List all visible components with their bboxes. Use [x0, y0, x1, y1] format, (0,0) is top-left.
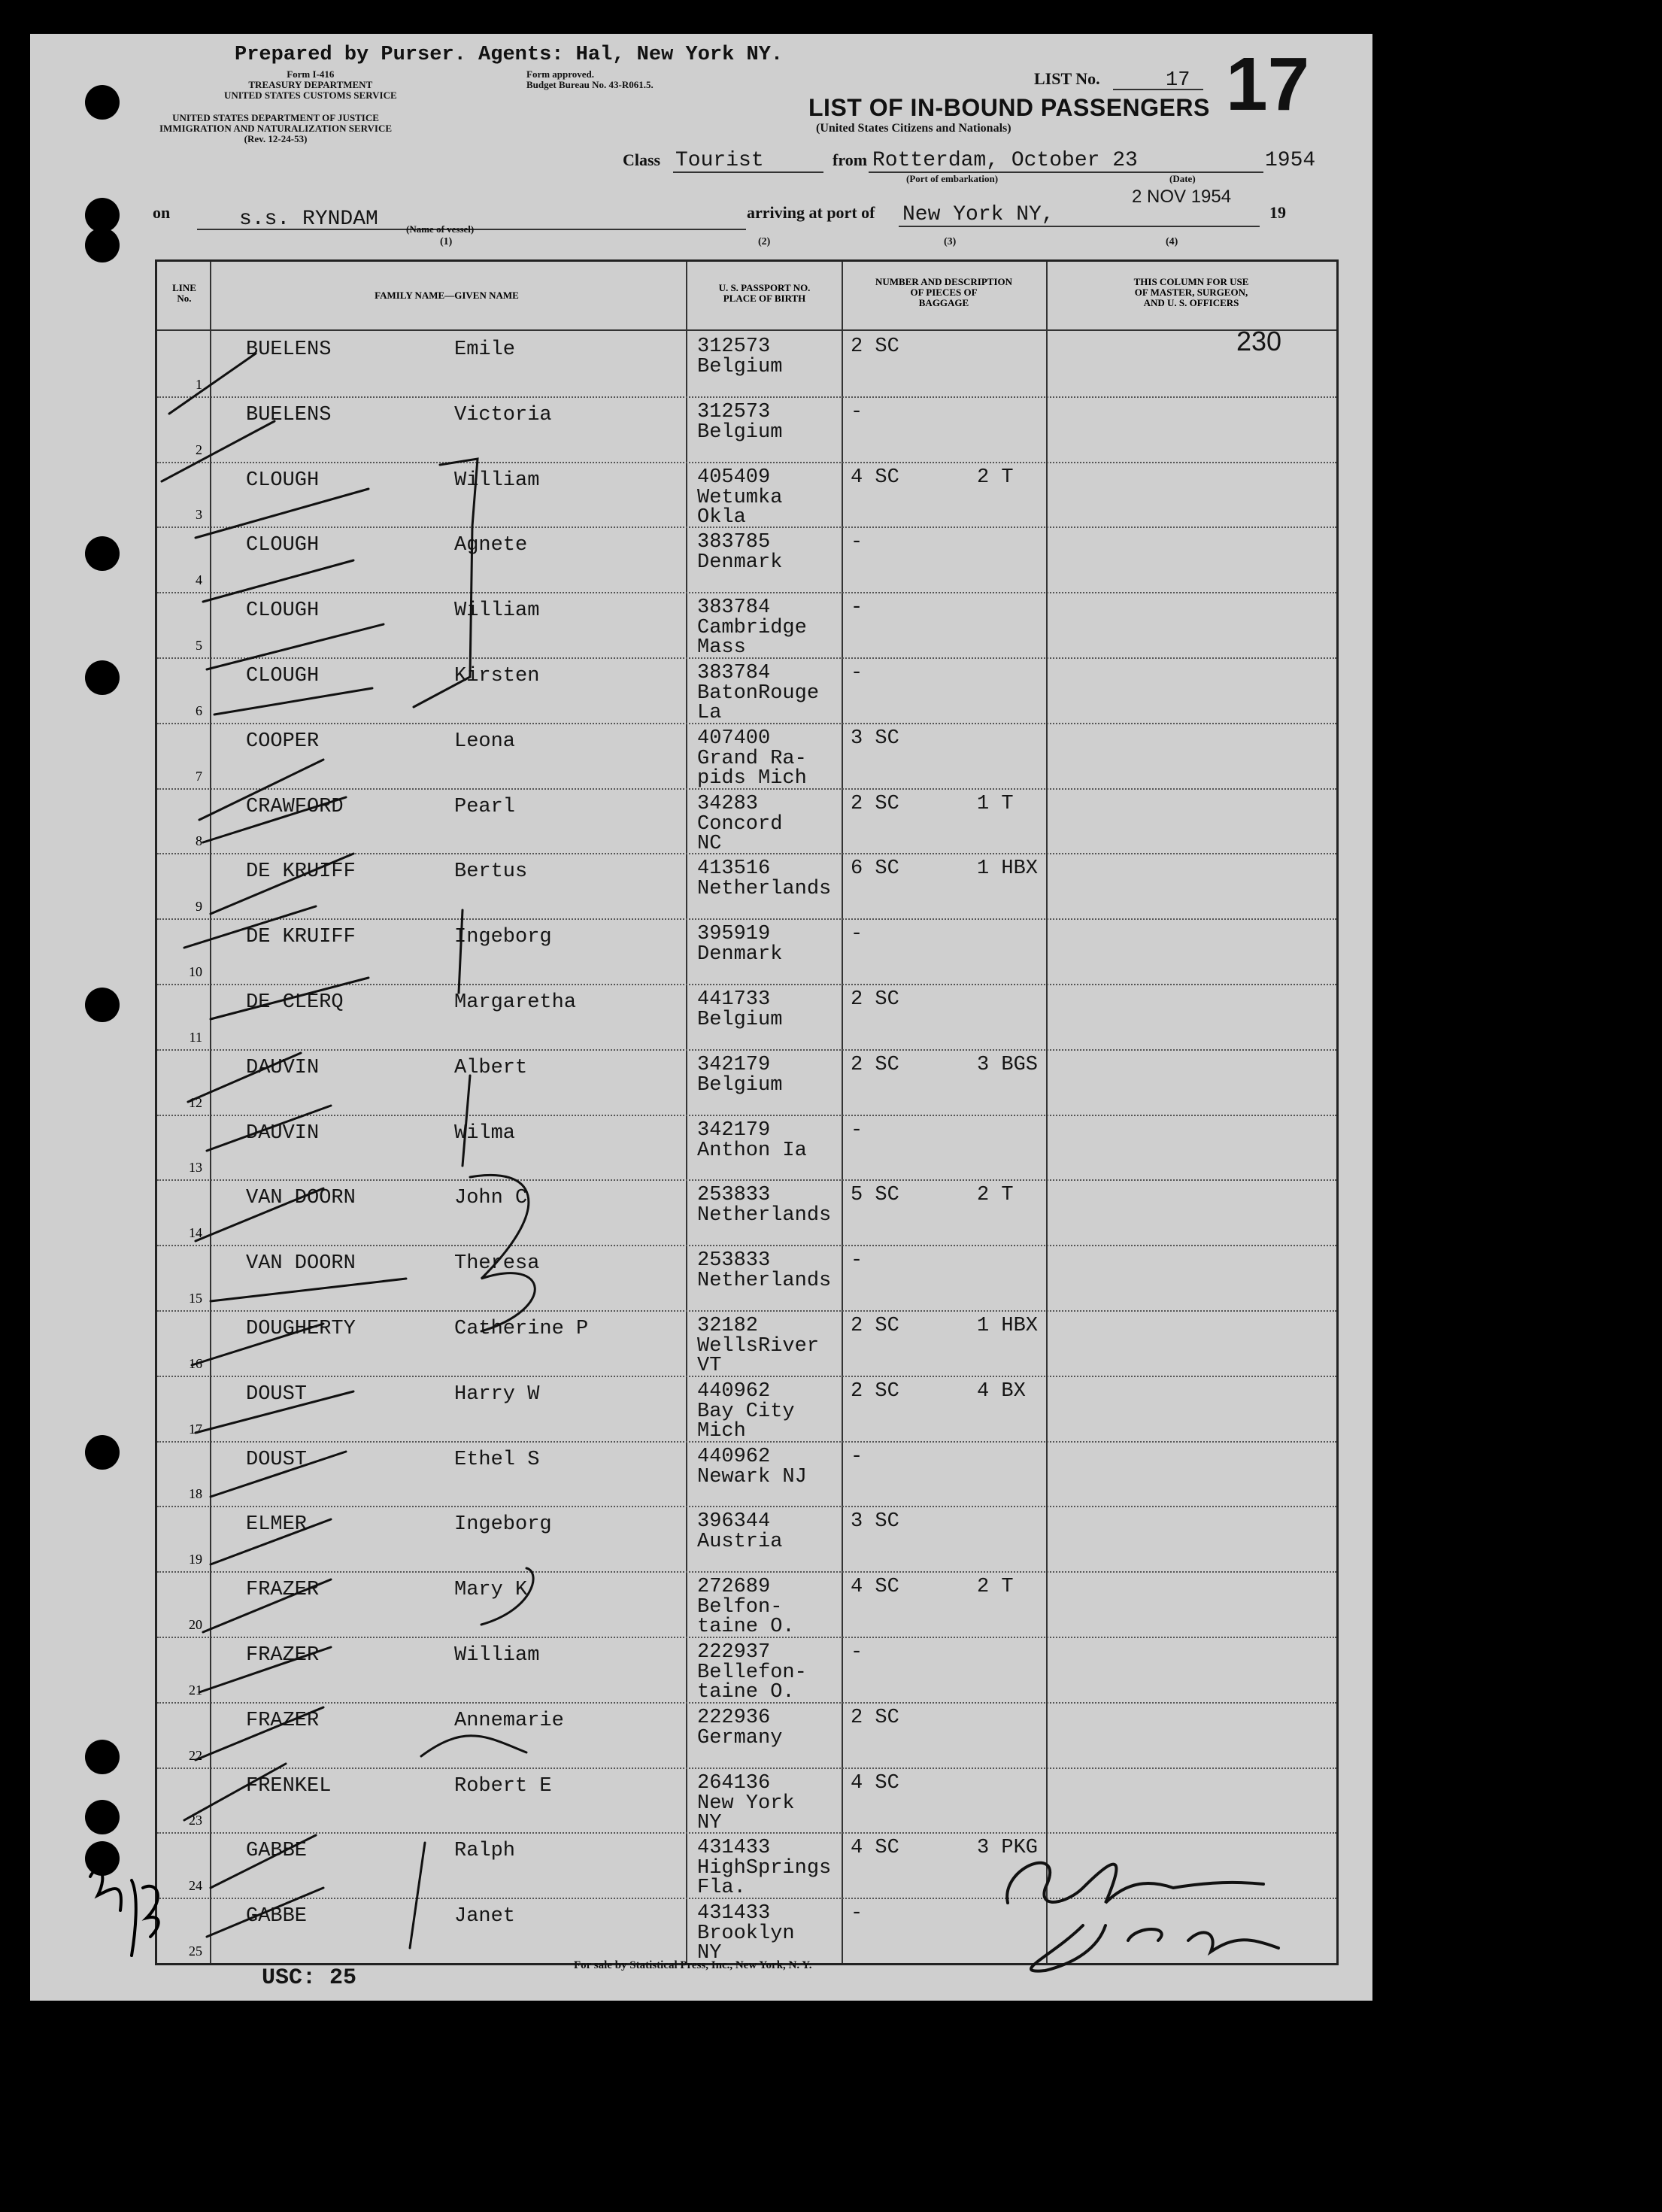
family-name: BUELENS: [246, 338, 332, 361]
baggage-primary: -: [851, 596, 863, 620]
passport-number: 431433: [697, 1902, 771, 1925]
family-name: CLOUGH: [246, 665, 320, 687]
punch-hole: [85, 660, 120, 695]
line-number: 20: [189, 1617, 202, 1632]
row-divider: [157, 1441, 1336, 1443]
col-num-4: (4): [1166, 236, 1178, 247]
line-number: 8: [196, 833, 202, 849]
vessel-name: s.s. RYNDAM: [239, 208, 378, 231]
line-number: 24: [189, 1878, 202, 1894]
baggage-primary: 2 SC: [851, 1379, 899, 1403]
baggage-primary: 2 SC: [851, 335, 899, 358]
family-name: CRAWFORD: [246, 795, 344, 818]
family-name: ELMER: [246, 1513, 308, 1537]
row-divider: [157, 592, 1336, 593]
row-divider: [157, 1245, 1336, 1246]
line-number: 14: [189, 1225, 202, 1241]
baggage-primary: -: [851, 400, 863, 423]
line-number: 16: [189, 1355, 202, 1371]
given-name: William: [454, 469, 540, 492]
passport-number: 440962: [697, 1445, 771, 1468]
baggage-primary: 2 SC: [851, 1706, 899, 1729]
dept-justice: UNITED STATES DEPARTMENT OF JUSTICE IMMIGRATION AND NATURALIZATION SERVICE (Rev. 12-24-53): [159, 112, 393, 144]
family-name: CLOUGH: [246, 599, 320, 623]
col-num-2: (2): [758, 236, 771, 247]
family-name: VAN DOORN: [246, 1187, 356, 1210]
col-divider: [210, 262, 211, 1963]
given-name: Janet: [454, 1905, 516, 1928]
place-of-birth: Denmark: [697, 551, 783, 575]
officer-note: 230: [1236, 326, 1282, 357]
given-name: Robert E: [454, 1774, 552, 1798]
baggage-secondary: 4 BX: [977, 1379, 1026, 1403]
punch-hole: [85, 536, 120, 571]
row-divider: [157, 1898, 1336, 1899]
vessel-caption: (Name of vessel): [406, 223, 475, 235]
baggage-primary: 4 SC: [851, 1771, 899, 1795]
passport-number: 395919: [697, 923, 771, 946]
family-name: FRENKEL: [246, 1774, 332, 1798]
given-name: Ingeborg: [454, 1513, 552, 1537]
baggage-primary: 2 SC: [851, 792, 899, 815]
baggage-primary: -: [851, 1249, 863, 1273]
punch-hole: [85, 1841, 120, 1876]
row-divider: [157, 1376, 1336, 1377]
given-name: Ingeborg: [454, 926, 552, 949]
baggage-primary: 4 SC: [851, 1576, 899, 1599]
place-of-birth: Germany: [697, 1726, 783, 1749]
passport-number: 383785: [697, 531, 771, 554]
row-divider: [157, 462, 1336, 463]
line-number: 6: [196, 702, 202, 718]
passport-number: 222937: [697, 1641, 771, 1664]
punch-hole: [85, 1740, 120, 1774]
row-divider: [157, 1637, 1336, 1638]
given-name: Leona: [454, 730, 516, 753]
place-of-birth: Concord NC: [697, 812, 783, 855]
given-name: Harry W: [454, 1382, 540, 1406]
place-of-birth: Grand Ra- pids Mich: [697, 747, 807, 790]
given-name: Emile: [454, 338, 516, 361]
place-of-birth: Newark NJ: [697, 1465, 807, 1488]
place-of-birth: Bellefon- taine O.: [697, 1661, 807, 1704]
header-line-no: LINE No.: [172, 282, 196, 304]
given-name: John C: [454, 1187, 528, 1210]
passport-number: 441733: [697, 988, 771, 1011]
col-num-3: (3): [944, 236, 957, 247]
family-name: FRAZER: [246, 1644, 320, 1667]
line-number: 19: [189, 1552, 202, 1567]
header-officers: THIS COLUMN FOR USE OF MASTER, SURGEON, AND U. S. OFFICERS: [1133, 276, 1249, 308]
row-divider: [157, 1179, 1336, 1181]
given-name: Bertus: [454, 860, 528, 884]
usc-count: USC: 25: [262, 1965, 357, 1991]
line-number: 18: [189, 1486, 202, 1502]
baggage-primary: -: [851, 1641, 863, 1664]
line-number: 15: [189, 1291, 202, 1306]
given-name: William: [454, 599, 540, 623]
passport-number: 312573: [697, 335, 771, 358]
family-name: CLOUGH: [246, 534, 320, 557]
given-name: Catherine P: [454, 1318, 589, 1340]
line-number: 13: [189, 1160, 202, 1176]
year-value: 1954: [1265, 149, 1316, 172]
row-divider: [157, 1832, 1336, 1834]
given-name: William: [454, 1644, 540, 1667]
line-number: 21: [189, 1682, 202, 1698]
row-divider: [157, 526, 1336, 528]
line-number: 1: [196, 376, 202, 392]
baggage-primary: 3 SC: [851, 727, 899, 750]
family-name: FRAZER: [246, 1579, 320, 1602]
given-name: Ethel S: [454, 1448, 540, 1471]
passport-number: 342179: [697, 1053, 771, 1076]
row-divider: [157, 1767, 1336, 1769]
row-divider: [157, 1115, 1336, 1116]
passenger-table: [155, 259, 1339, 1965]
passport-number: 272689: [697, 1576, 771, 1599]
place-of-birth: WellsRiver VT: [697, 1335, 820, 1377]
row-divider: [157, 396, 1336, 398]
line-number: 25: [189, 1943, 202, 1959]
baggage-secondary: 2 T: [977, 1576, 1014, 1599]
port-embark-caption: (Port of embarkation): [906, 173, 999, 184]
row-divider: [157, 853, 1336, 854]
baggage-primary: 4 SC: [851, 1837, 899, 1860]
list-title: LIST OF IN-BOUND PASSENGERS: [808, 94, 1210, 121]
arriving-underline: [899, 226, 1260, 227]
from-label: from: [833, 150, 868, 169]
line-number: 17: [189, 1421, 202, 1437]
family-name: DOUST: [246, 1448, 308, 1471]
row-divider: [157, 788, 1336, 790]
place-of-birth: Belgium: [697, 420, 783, 444]
passport-number: 431433: [697, 1837, 771, 1860]
given-name: Ralph: [454, 1840, 516, 1863]
class-label: Class: [623, 150, 661, 169]
year-prefix: 19: [1269, 203, 1286, 222]
class-underline: [673, 171, 823, 173]
baggage-secondary: 3 PKG: [977, 1837, 1039, 1860]
from-value: Rotterdam, October 23: [872, 149, 1138, 172]
given-name: Annemarie: [454, 1709, 564, 1732]
baggage-primary: -: [851, 662, 863, 684]
punch-hole: [85, 85, 120, 120]
family-name: FRAZER: [246, 1709, 320, 1732]
passport-number: 383784: [697, 662, 771, 684]
given-name: Margaretha: [454, 991, 577, 1014]
baggage-primary: -: [851, 1445, 863, 1468]
place-of-birth: Denmark: [697, 943, 783, 966]
family-name: GABBE: [246, 1840, 308, 1863]
punch-hole: [85, 228, 120, 262]
passport-number: 413516: [697, 857, 771, 881]
family-name: DE CLERQ: [246, 991, 344, 1014]
arriving-port: New York NY,: [902, 203, 1054, 226]
col-divider: [1046, 262, 1048, 1963]
baggage-secondary: 1 T: [977, 792, 1014, 815]
given-name: Victoria: [454, 403, 552, 426]
row-divider: [157, 657, 1336, 659]
row-divider: [157, 1049, 1336, 1051]
passport-number: 222936: [697, 1706, 771, 1729]
line-number: 10: [189, 964, 202, 979]
place-of-birth: Belfon- taine O.: [697, 1596, 795, 1639]
passport-number: 264136: [697, 1771, 771, 1795]
header-name: FAMILY NAME—GIVEN NAME: [375, 290, 519, 301]
passport-number: 407400: [697, 727, 771, 750]
form-approved: Form approved. Budget Bureau No. 43-R061.5.: [526, 68, 654, 90]
passport-number: 342179: [697, 1118, 771, 1142]
on-label: on: [153, 203, 171, 222]
row-divider: [157, 723, 1336, 724]
form-info: Form I-416 TREASURY DEPARTMENT UNITED STATES CUSTOMS SERVICE: [224, 68, 397, 101]
place-of-birth: Wetumka Okla: [697, 486, 783, 529]
baggage-primary: -: [851, 1118, 863, 1142]
line-number: 5: [196, 638, 202, 653]
passport-number: 405409: [697, 466, 771, 489]
punch-hole: [85, 988, 120, 1022]
family-name: VAN DOORN: [246, 1252, 356, 1276]
col-divider: [842, 262, 843, 1963]
place-of-birth: Cambridge Mass: [697, 617, 807, 660]
date-caption: (Date): [1169, 173, 1196, 184]
line-number: 22: [189, 1747, 202, 1763]
baggage-primary: 2 SC: [851, 1053, 899, 1076]
row-divider: [157, 1702, 1336, 1704]
given-name: Wilma: [454, 1121, 516, 1145]
line-number: 2: [196, 441, 202, 457]
place-of-birth: Netherlands: [697, 878, 832, 901]
baggage-primary: 5 SC: [851, 1184, 899, 1207]
baggage-secondary: 2 T: [977, 466, 1014, 489]
line-number: 9: [196, 899, 202, 915]
punch-hole: [85, 1435, 120, 1470]
row-divider: [157, 1506, 1336, 1507]
baggage-secondary: 3 BGS: [977, 1053, 1039, 1076]
baggage-primary: -: [851, 531, 863, 554]
place-of-birth: Belgium: [697, 356, 783, 378]
arrival-date-stamp: 2 NOV 1954: [1132, 187, 1232, 207]
given-name: Mary K: [454, 1579, 528, 1602]
place-of-birth: BatonRouge La: [697, 682, 820, 724]
place-of-birth: Bay City Mich: [697, 1400, 795, 1443]
baggage-primary: 2 SC: [851, 988, 899, 1011]
passport-number: 396344: [697, 1510, 771, 1534]
baggage-primary: -: [851, 923, 863, 946]
place-of-birth: HighSprings Fla.: [697, 1857, 832, 1900]
family-name: CLOUGH: [246, 469, 320, 492]
family-name: DOUST: [246, 1382, 308, 1406]
baggage-primary: 2 SC: [851, 1315, 899, 1337]
big-list-number: 17: [1226, 42, 1310, 126]
col-divider: [686, 262, 687, 1963]
list-no-label: LIST No.: [1034, 69, 1100, 88]
baggage-secondary: 1 HBX: [977, 1315, 1039, 1337]
family-name: COOPER: [246, 730, 320, 753]
place-of-birth: Anthon Ia: [697, 1139, 807, 1162]
family-name: DAUVIN: [246, 1056, 320, 1079]
line-number: 4: [196, 572, 202, 588]
place-of-birth: Belgium: [697, 1073, 783, 1097]
baggage-primary: -: [851, 1902, 863, 1925]
family-name: DOUGHERTY: [246, 1318, 356, 1340]
baggage-secondary: 1 HBX: [977, 857, 1039, 881]
list-no-value: 17: [1166, 69, 1190, 92]
list-subtitle: (United States Citizens and Nationals): [816, 122, 1011, 135]
passport-number: 383784: [697, 596, 771, 620]
passport-number: 34283: [697, 792, 759, 815]
family-name: DE KRUIFF: [246, 926, 356, 949]
passport-number: 312573: [697, 400, 771, 423]
printer-note: For sale by Statistical Press, Inc., New York, N. Y.: [574, 1959, 812, 1971]
place-of-birth: Netherlands: [697, 1204, 832, 1227]
header-baggage: NUMBER AND DESCRIPTION OF PIECES OF BAGGAGE: [875, 276, 1013, 308]
line-number: 7: [196, 768, 202, 784]
given-name: Albert: [454, 1056, 528, 1079]
row-divider: [157, 918, 1336, 920]
family-name: GABBE: [246, 1905, 308, 1928]
row-divider: [157, 984, 1336, 985]
line-number: 12: [189, 1094, 202, 1110]
line-number: 11: [189, 1029, 202, 1045]
given-name: Theresa: [454, 1252, 540, 1276]
passport-number: 253833: [697, 1184, 771, 1207]
given-name: Pearl: [454, 795, 516, 818]
place-of-birth: New York NY: [697, 1792, 795, 1834]
baggage-primary: 3 SC: [851, 1510, 899, 1534]
row-divider: [157, 1310, 1336, 1312]
arriving-label: arriving at port of: [747, 203, 875, 222]
place-of-birth: Austria: [697, 1531, 783, 1554]
given-name: Kirsten: [454, 665, 540, 687]
class-value: Tourist: [675, 149, 764, 172]
family-name: BUELENS: [246, 403, 332, 426]
line-number: 23: [189, 1813, 202, 1828]
passport-number: 253833: [697, 1249, 771, 1273]
col-num-1: (1): [440, 236, 453, 247]
place-of-birth: Brooklyn NY: [697, 1922, 795, 1965]
row-divider: [157, 1571, 1336, 1573]
punch-hole: [85, 1800, 120, 1834]
place-of-birth: Belgium: [697, 1009, 783, 1031]
given-name: Agnete: [454, 534, 528, 557]
line-number: 3: [196, 507, 202, 523]
prepared-by-line: Prepared by Purser. Agents: Hal, New York NY.: [235, 44, 784, 66]
family-name: DAUVIN: [246, 1121, 320, 1145]
family-name: DE KRUIFF: [246, 860, 356, 884]
baggage-primary: 6 SC: [851, 857, 899, 881]
header-divider: [157, 329, 1336, 331]
passport-number: 440962: [697, 1379, 771, 1403]
passport-number: 32182: [697, 1315, 759, 1337]
place-of-birth: Netherlands: [697, 1270, 832, 1293]
baggage-secondary: 2 T: [977, 1184, 1014, 1207]
baggage-primary: 4 SC: [851, 466, 899, 489]
header-passport: U. S. PASSPORT NO. PLACE OF BIRTH: [718, 282, 811, 304]
